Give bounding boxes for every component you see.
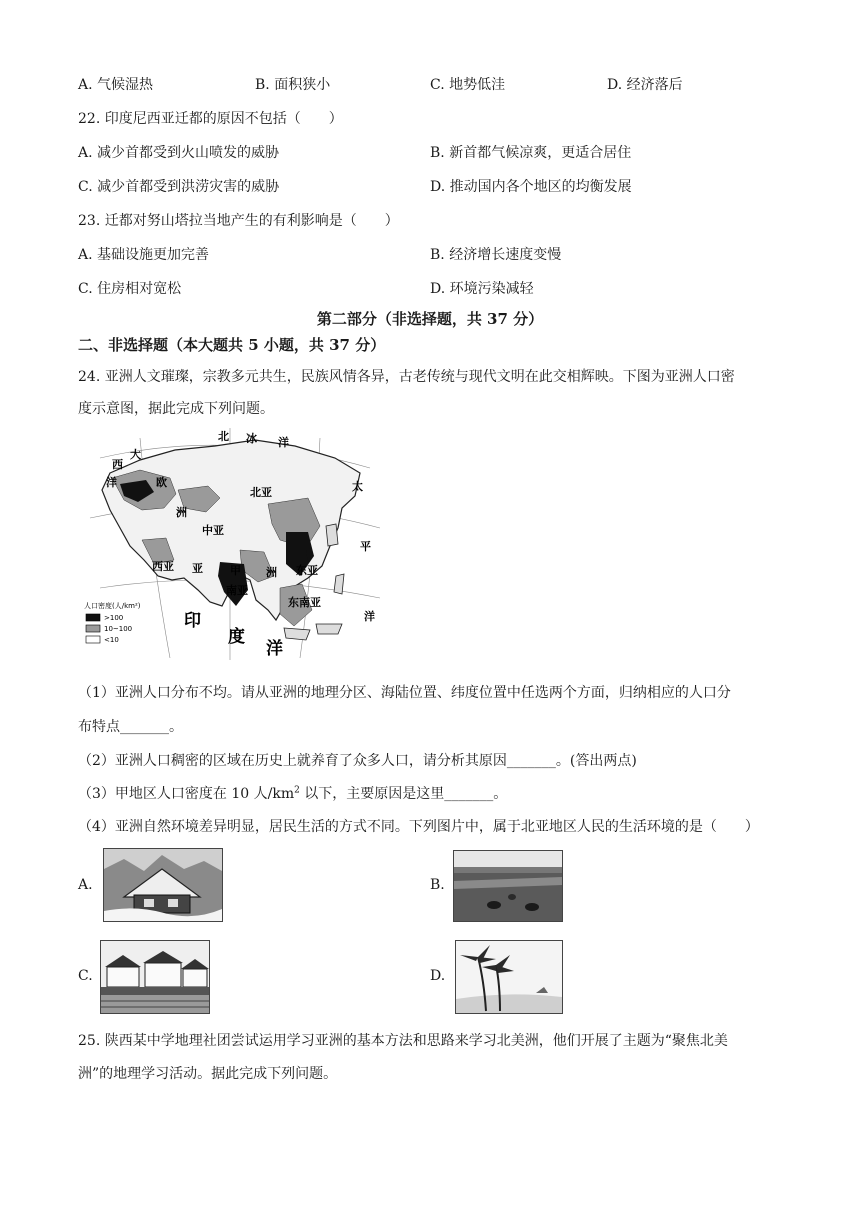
q24-sub3-sup: 2 — [294, 785, 300, 796]
image-water-town — [100, 940, 210, 1014]
image-grassland-herd — [453, 850, 563, 922]
part2-title: 第二部分（非选择题，共 37 分） — [316, 310, 544, 328]
map-legend — [84, 601, 141, 644]
q21-option-d: D. 经济落后 — [607, 77, 683, 93]
legend-item-high: >100 — [104, 614, 124, 622]
q22-option-d: D. 推动国内各个地区的均衡发展 — [430, 179, 632, 195]
map-label: 洲 — [266, 566, 277, 579]
q24-sub3-post: 以下，主要原因是这里_______。 — [299, 786, 508, 802]
map-label: 冰 — [246, 432, 257, 445]
legend-item-low: <10 — [104, 636, 119, 644]
map-label: 印 — [184, 611, 201, 631]
section2-title: 二、非选择题（本大题共 5 小题，共 37 分） — [78, 336, 386, 354]
q24-sub3-pre: （3）甲地区人口密度在 10 人/km — [78, 786, 295, 802]
map-label: 洋 — [106, 476, 117, 489]
map-label: 度 — [228, 627, 245, 647]
map-label: 甲 — [230, 564, 241, 577]
q22-stem: 22. 印度尼西亚迁都的原因不包括（ ） — [78, 111, 343, 127]
q24-intro-line2: 度示意图，据此完成下列问题。 — [78, 401, 274, 417]
q22-option-a: A. 减少首都受到火山喷发的威胁 — [78, 145, 280, 161]
map-label: 大 — [130, 448, 141, 461]
q21-option-a: A. 气候湿热 — [78, 77, 154, 93]
map-label: 西 — [112, 458, 123, 471]
map-label: 平 — [360, 540, 371, 553]
img-option-a-label: A. — [78, 877, 93, 893]
map-label: 西亚 — [152, 560, 174, 573]
map-label: 东南亚 — [288, 596, 321, 609]
image-tropical-beach — [455, 940, 563, 1014]
q21-option-c: C. 地势低洼 — [430, 77, 506, 93]
q24-sub3 — [78, 783, 507, 803]
q21-option-b: B. 面积狭小 — [255, 77, 331, 93]
q23-option-d: D. 环境污染减轻 — [430, 281, 534, 297]
asia-population-map — [80, 428, 385, 660]
map-label: 北 — [218, 430, 229, 443]
q24-sub1-line2: 布特点_______。 — [78, 719, 183, 735]
q22-option-b: B. 新首都气候凉爽，更适合居住 — [430, 145, 632, 161]
legend-title: 人口密度(人/km²) — [84, 602, 141, 610]
map-label: 太 — [352, 480, 363, 493]
map-svg — [80, 428, 385, 660]
q24-sub4: （4）亚洲自然环境差异明显，居民生活的方式不同。下列图片中，属于北亚地区人民的生活环境的是（ ） — [78, 819, 759, 835]
map-label: 洋 — [364, 610, 375, 623]
q24-sub2: （2）亚洲人口稠密的区域在历史上就养育了众多人口，请分析其原因_______。(答出两点) — [78, 753, 637, 769]
map-label: 南亚 — [226, 584, 248, 597]
map-label: 北亚 — [250, 486, 272, 499]
img-option-c-label: C. — [78, 968, 93, 984]
map-label: 欧 — [156, 476, 167, 489]
q23-option-c: C. 住房相对宽松 — [78, 281, 182, 297]
map-label: 洋 — [278, 436, 289, 449]
img-option-d-label: D. — [430, 968, 446, 984]
q22-option-c: C. 减少首都受到洪涝灾害的威胁 — [78, 179, 280, 195]
q24-intro-line1: 24. 亚洲人文璀璨，宗教多元共生，民族风情各异，古老传统与现代文明在此交相辉映。下图为亚洲人口密 — [78, 369, 735, 385]
map-label: 洲 — [176, 506, 187, 519]
map-label: 中亚 — [202, 524, 224, 537]
q24-sub1-line1: （1）亚洲人口分布不均。请从亚洲的地理分区、海陆位置、纬度位置中任选两个方面，归纳相应的人口分 — [78, 685, 731, 701]
map-label: 东亚 — [296, 564, 318, 577]
q23-option-b: B. 经济增长速度变慢 — [430, 247, 562, 263]
legend-item-medium: 10~100 — [104, 625, 133, 633]
map-label: 亚 — [192, 562, 203, 575]
q23-stem: 23. 迁都对努山塔拉当地产生的有利影响是（ ） — [78, 213, 399, 229]
map-label: 洋 — [266, 639, 283, 659]
image-snow-house — [103, 848, 223, 922]
q23-option-a: A. 基础设施更加完善 — [78, 247, 210, 263]
q25-line2: 洲”的地理学习活动。据此完成下列问题。 — [78, 1066, 338, 1082]
img-option-b-label: B. — [430, 877, 445, 893]
q25-line1: 25. 陕西某中学地理社团尝试运用学习亚洲的基本方法和思路来学习北美洲，他们开展了主题为“聚焦北美 — [78, 1033, 728, 1049]
